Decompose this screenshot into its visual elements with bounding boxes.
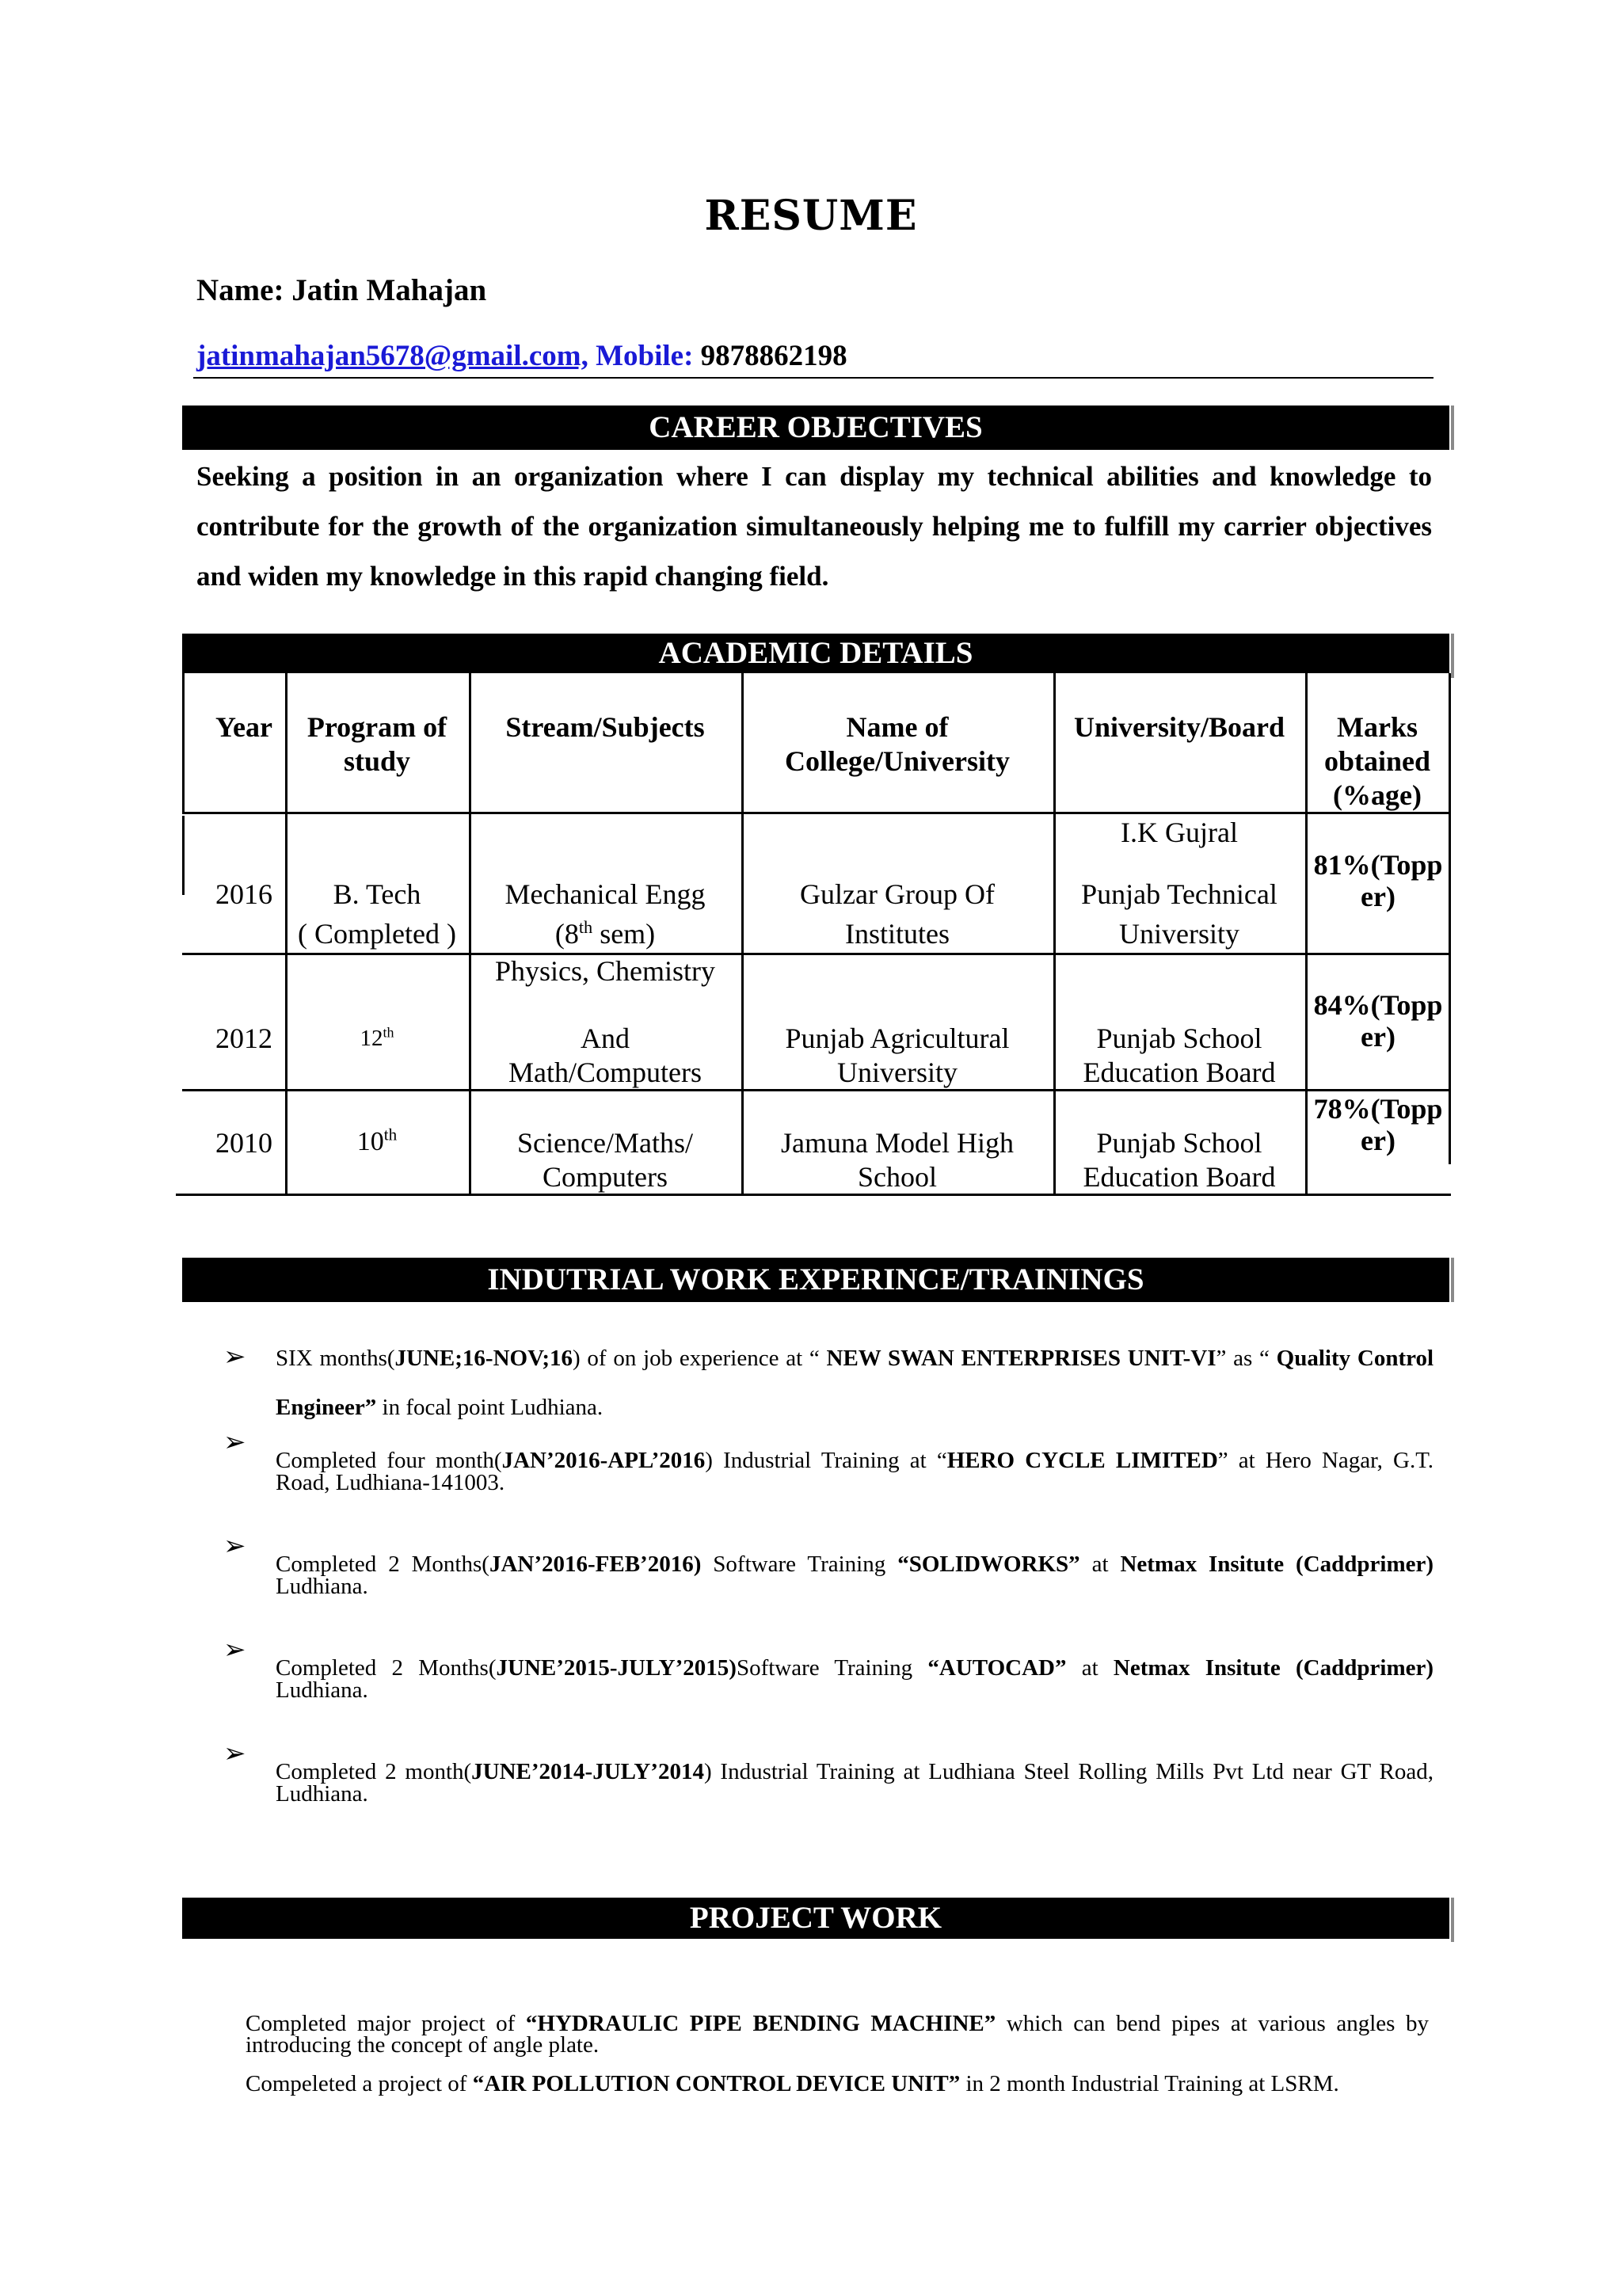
mobile-label: Mobile: (596, 340, 694, 372)
college-line: Punjab Agricultural (785, 1022, 1010, 1054)
training-text: ) Industrial Training at “ (705, 1448, 947, 1473)
stream-line: Math/Computers (508, 1057, 702, 1088)
project-item (246, 2013, 1429, 2056)
col-board-header: University/Board (1074, 711, 1285, 743)
col-marks-header-line: Marks (1337, 711, 1418, 743)
training-software: “AUTOCAD” (927, 1655, 1067, 1681)
college-line: University (837, 1057, 958, 1088)
table-cell-program (287, 1125, 466, 1159)
col-marks-header (1308, 710, 1447, 813)
table-cell-marks (1308, 989, 1449, 1053)
header-divider (193, 377, 1434, 379)
table-cell-year: 2010 (215, 1127, 272, 1159)
career-objective-text: Seeking a position in an organization where I can display my technical abilities and knowledge to contribute for the growth of the organization simultaneously helping me to fulfill my carrier objectives and widen my knowledge in this rapid changing field. (196, 461, 1432, 592)
table-cell-year: 2012 (215, 1022, 272, 1054)
mobile-number: 9878862198 (700, 340, 847, 372)
table-cell-stream (471, 1126, 739, 1194)
table-cell-college (744, 878, 1051, 951)
training-text: Ludhiana. (276, 1677, 368, 1703)
training-text: at (1066, 1655, 1114, 1681)
academic-details-heading: ACADEMIC DETAILS (182, 634, 1449, 673)
college-line: Gulzar Group Of (800, 878, 995, 910)
project-title: “HYDRAULIC PIPE BENDING MACHINE” (525, 2011, 996, 2036)
board-line: University (1119, 918, 1239, 950)
project-item (246, 2073, 1429, 2095)
training-role: Quality Control Engineer” (276, 1346, 1434, 1420)
col-marks-header-line: (%age) (1333, 779, 1422, 811)
project-text: which can bend pipes at various angles by introducing the concept of angle plate. (246, 2011, 1429, 2058)
training-text: in focal point Ludhiana. (376, 1395, 603, 1420)
training-item (276, 1449, 1434, 1494)
board-line: Education Board (1083, 1161, 1276, 1193)
stream-line: Mechanical Engg (504, 878, 706, 910)
col-college-header-line: Name of (846, 711, 949, 743)
board-line: Education Board (1083, 1057, 1276, 1088)
table-cell-stream (471, 954, 739, 1090)
col-program-header-line: Program of (307, 711, 447, 743)
college-line: School (857, 1161, 937, 1193)
training-text: ) Industrial Training at Ludhiana Steel Rolling Mills Pvt Ltd near GT Road, Ludhiana. (276, 1759, 1434, 1807)
stream-note (471, 917, 739, 951)
candidate-name: Name: Jatin Mahajan (196, 273, 487, 307)
bullet-arrow-icon: ➢ (223, 1342, 246, 1372)
table-border (182, 816, 185, 895)
training-dates: JUNE’2015-JULY’2015) (496, 1655, 737, 1681)
training-text: Completed 2 Months( (276, 1552, 489, 1577)
col-year-header: Year (215, 711, 272, 743)
training-dates: JAN’2016-APL’2016 (501, 1448, 706, 1473)
trainings-heading: INDUTRIAL WORK EXPERINCE/TRAININGS (182, 1258, 1449, 1302)
marks-line: 84%(Topp (1313, 989, 1443, 1021)
program-base: 10 (356, 1127, 384, 1156)
training-text: Completed four month( (276, 1448, 502, 1473)
board-line: I.K Gujral (1121, 817, 1238, 848)
bullet-arrow-icon: ➢ (223, 1739, 246, 1769)
stream-note-sup: th (578, 917, 593, 937)
email-link[interactable]: jatinmahajan5678@gmail.com, (196, 340, 588, 372)
contact-line (196, 339, 847, 373)
project-text: Compeleted a project of (246, 2071, 473, 2096)
table-cell-board (1056, 816, 1303, 951)
training-text: ” at Hero Nagar, G.T. Road, Ludhiana-141003. (276, 1448, 1434, 1495)
program-sup: th (383, 1024, 394, 1041)
table-cell-year: 2016 (215, 878, 272, 910)
training-org: NEW SWAN ENTERPRISES UNIT-VI (826, 1346, 1216, 1371)
training-item (276, 1657, 1434, 1701)
table-cell-stream (471, 878, 739, 951)
marks-line: er) (1361, 1021, 1395, 1053)
training-text: Software Training (701, 1552, 898, 1577)
program-line: B. Tech (333, 878, 421, 910)
table-cell-college (744, 1126, 1051, 1194)
training-text: Software Training (736, 1655, 928, 1681)
marks-line: 81%(Topp (1313, 849, 1443, 881)
stream-line: Science/Maths/ (517, 1127, 693, 1159)
table-cell-marks (1308, 849, 1449, 912)
col-stream-header: Stream/Subjects (505, 711, 705, 743)
table-cell-board (1056, 1126, 1303, 1194)
table-border (1449, 673, 1451, 1164)
col-marks-header-line: obtained (1323, 745, 1431, 777)
stream-line: Computers (543, 1161, 668, 1193)
training-text: Ludhiana. (276, 1574, 368, 1599)
training-text: Completed 2 month( (276, 1759, 472, 1784)
college-line: Institutes (845, 918, 950, 950)
table-cell-college (744, 1022, 1051, 1090)
marks-line: er) (1361, 1125, 1395, 1156)
training-text: SIX months( (276, 1346, 395, 1371)
bullet-arrow-icon: ➢ (223, 1532, 246, 1561)
stream-note-pre: (8 (554, 918, 579, 950)
program-sup: th (383, 1125, 398, 1144)
table-border (182, 812, 1451, 814)
table-border (182, 673, 185, 813)
marks-line: 78%(Topp (1313, 1093, 1443, 1125)
program-base: 12 (360, 1026, 383, 1051)
training-org: Netmax Insitute (Caddprimer) (1120, 1552, 1434, 1577)
program-note: ( Completed ) (298, 918, 456, 950)
table-cell-board (1056, 1022, 1303, 1090)
stream-line: And (581, 1022, 630, 1054)
career-objectives-heading: CAREER OBJECTIVES (182, 406, 1449, 450)
training-dates: JUNE;16-NOV;16 (394, 1346, 573, 1371)
board-line: Punjab School (1096, 1022, 1262, 1054)
col-college-header (744, 710, 1051, 779)
project-text: in 2 month Industrial Training at LSRM. (960, 2071, 1339, 2096)
col-program-header (287, 710, 466, 779)
training-dates: JUNE’2014-JULY’2014 (471, 1759, 704, 1784)
training-item (276, 1334, 1434, 1432)
project-text: Completed major project of (246, 2011, 526, 2036)
table-cell-marks (1308, 1093, 1449, 1156)
project-work-heading: PROJECT WORK (182, 1898, 1449, 1939)
col-program-header-line: study (343, 745, 411, 777)
table-cell-program (287, 1022, 466, 1056)
resume-title: RESUME (704, 192, 918, 240)
stream-note-post: sem) (592, 918, 656, 950)
bullet-arrow-icon: ➢ (223, 1428, 246, 1457)
board-line: Punjab Technical (1081, 878, 1277, 910)
bullet-arrow-icon: ➢ (223, 1635, 246, 1665)
training-text: ” as “ (1216, 1346, 1277, 1371)
training-org: Netmax Insitute (Caddprimer) (1113, 1655, 1434, 1681)
training-dates: JAN’2016-FEB’2016) (489, 1552, 702, 1577)
stream-line: Physics, Chemistry (494, 955, 715, 987)
marks-line: er) (1361, 881, 1395, 912)
college-line: Jamuna Model High (781, 1127, 1014, 1159)
table-cell-program (287, 878, 466, 951)
training-text: ) of on job experience at “ (573, 1346, 827, 1371)
col-college-header-line: College/University (785, 745, 1010, 777)
training-software: “SOLIDWORKS” (897, 1552, 1080, 1577)
training-item (276, 1553, 1434, 1597)
board-line: Punjab School (1096, 1127, 1262, 1159)
training-org: HERO CYCLE LIMITED (946, 1448, 1218, 1473)
training-text: Completed 2 Months( (276, 1655, 497, 1681)
training-item (276, 1761, 1434, 1805)
training-text: at (1079, 1552, 1121, 1577)
project-title: “AIR POLLUTION CONTROL DEVICE UNIT” (472, 2071, 961, 2096)
table-border (182, 953, 1451, 955)
